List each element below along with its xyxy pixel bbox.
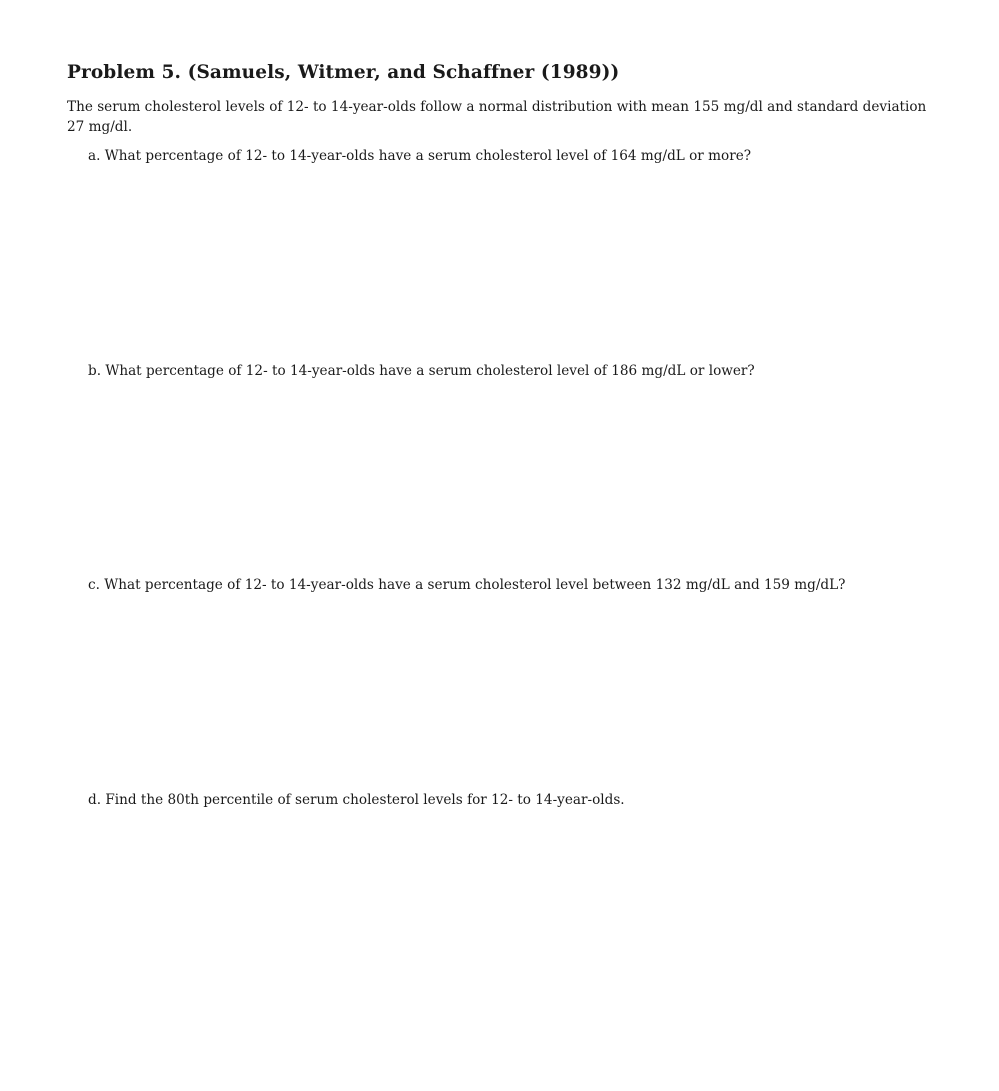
question-b: b. What percentage of 12- to 14-year-olds have a serum cholesterol level of 186 mg/dL or lower? (88, 363, 755, 379)
question-a: a. What percentage of 12- to 14-year-olds have a serum cholesterol level of 164 mg/dL or more? (88, 148, 752, 164)
answer-space-b (88, 385, 928, 570)
question-c: c. What percentage of 12- to 14-year-olds have a serum cholesterol level between 132 mg/dL and 159 mg/dL? (88, 577, 846, 593)
problem-title: Problem 5. (Samuels, Witmer, and Schaffner (1989)) (67, 62, 620, 83)
answer-space-d (88, 814, 928, 1074)
answer-space-c (88, 599, 928, 784)
answer-space-a (88, 170, 928, 355)
question-d: d. Find the 80th percentile of serum cholesterol levels for 12- to 14-year-olds. (88, 792, 625, 808)
problem-intro: The serum cholesterol levels of 12- to 14-year-olds follow a normal distribution with mean 155 mg/dl and standard deviation 27 mg/dl. (67, 99, 927, 135)
